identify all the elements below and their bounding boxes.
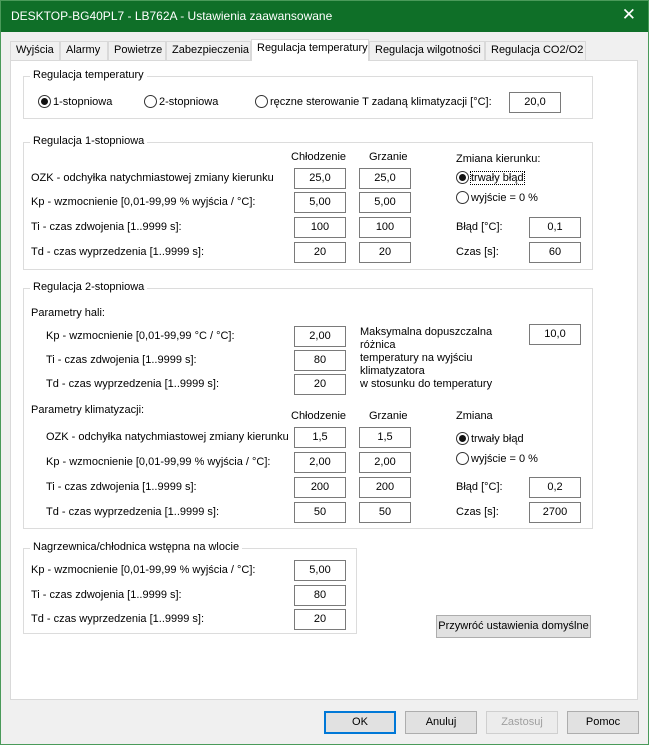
- cooling-column-header: Chłodzenie: [291, 151, 347, 163]
- kp-heating-input[interactable]: 5,00: [359, 192, 411, 213]
- hall-kp-label: Kp - wzmocnienie [0,01-99,99 °C / °C]:: [46, 330, 235, 342]
- ac-ti-label: Ti - czas zdwojenia [1..9999 s]:: [46, 481, 197, 493]
- preheater-group: [23, 541, 357, 634]
- error-input[interactable]: 0,1: [529, 217, 581, 238]
- pre-kp-label: Kp - wzmocnienie [0,01-99,99 % wyjścia / °C]:: [31, 564, 256, 576]
- tab-co2-o2-regulation[interactable]: Regulacja CO2/O2: [485, 41, 586, 60]
- pre-ti-input[interactable]: 80: [294, 585, 346, 606]
- two-stage-group: [23, 281, 593, 529]
- ac-radio-output-zero[interactable]: wyjście = 0 %: [456, 452, 538, 465]
- title-bar: [1, 1, 648, 32]
- window-title: DESKTOP-BG40PL7 - LB762A - Ustawienia zaawansowane: [11, 9, 333, 23]
- pre-td-input[interactable]: 20: [294, 609, 346, 630]
- manual-setpoint-input[interactable]: 20,0: [509, 92, 561, 113]
- ozk-cooling-input[interactable]: 25,0: [294, 168, 346, 189]
- group-title: Regulacja temperatury: [30, 69, 147, 81]
- hall-ti-input[interactable]: 80: [294, 350, 346, 371]
- apply-button[interactable]: Zastosuj: [486, 711, 558, 734]
- ac-td-cooling-input[interactable]: 50: [294, 502, 346, 523]
- td-cooling-input[interactable]: 20: [294, 242, 346, 263]
- ac-ozk-label: OZK - odchyłka natychmiastowej zmiany kierunku: [46, 431, 289, 443]
- radio-output-zero[interactable]: wyjście = 0 %: [456, 191, 538, 204]
- radio-empty-icon: [456, 452, 469, 465]
- kp-label: Kp - wzmocnienie [0,01-99,99 % wyjścia / °C]:: [31, 196, 256, 208]
- ac-ti-cooling-input[interactable]: 200: [294, 477, 346, 498]
- ac-params-title: Parametry klimatyzacji:: [31, 404, 145, 416]
- ac-cooling-column-header: Chłodzenie: [291, 410, 347, 422]
- hall-td-input[interactable]: 20: [294, 374, 346, 395]
- pre-ti-label: Ti - czas zdwojenia [1..9999 s]:: [31, 589, 182, 601]
- pre-td-label: Td - czas wyprzedzenia [1..9999 s]:: [31, 613, 205, 625]
- radio-2-stage[interactable]: 2-stopniowa: [144, 95, 218, 108]
- radio-selected-icon: [456, 171, 469, 184]
- radio-1-stage[interactable]: 1-stopniowa: [38, 95, 112, 108]
- direction-change-title: Zmiana kierunku:: [456, 153, 541, 165]
- time-label: Czas [s]:: [456, 246, 499, 258]
- hall-ti-label: Ti - czas zdwojenia [1..9999 s]:: [46, 354, 197, 366]
- ok-button[interactable]: OK: [324, 711, 396, 734]
- ac-error-input[interactable]: 0,2: [529, 477, 581, 498]
- tab-humidity-regulation[interactable]: Regulacja wilgotności: [369, 41, 485, 60]
- tab-air[interactable]: Powietrze: [108, 41, 166, 60]
- ac-heating-column-header: Grzanie: [369, 410, 408, 422]
- help-button[interactable]: Pomoc: [567, 711, 639, 734]
- radio-empty-icon: [456, 191, 469, 204]
- cancel-button[interactable]: Anuluj: [405, 711, 477, 734]
- ti-heating-input[interactable]: 100: [359, 217, 411, 238]
- ac-time-input[interactable]: 2700: [529, 502, 581, 523]
- max-difference-label: Maksymalna dopuszczalna różnica temperatury na wyjściu klimatyzatora w stosunku do temperatury: [360, 326, 493, 390]
- ac-td-heating-input[interactable]: 50: [359, 502, 411, 523]
- td-label: Td - czas wyprzedzenia [1..9999 s]:: [31, 246, 205, 258]
- ac-time-label: Czas [s]:: [456, 506, 499, 518]
- group-title: Regulacja 1-stopniowa: [30, 135, 147, 147]
- tab-alarms[interactable]: Alarmy: [60, 41, 108, 60]
- ac-error-label: Błąd [°C]:: [456, 481, 503, 493]
- ac-kp-label: Kp - wzmocnienie [0,01-99,99 % wyjścia / °C]:: [46, 456, 271, 468]
- close-icon[interactable]: ✕: [621, 5, 636, 24]
- pre-kp-input[interactable]: 5,00: [294, 560, 346, 581]
- group-title: Nagrzewnica/chłodnica wstępna na wlocie: [30, 541, 242, 553]
- ac-td-label: Td - czas wyprzedzenia [1..9999 s]:: [46, 506, 220, 518]
- td-heating-input[interactable]: 20: [359, 242, 411, 263]
- max-difference-input[interactable]: 10,0: [529, 324, 581, 345]
- single-stage-group: [23, 135, 593, 270]
- ozk-label: OZK - odchyłka natychmiastowej zmiany kierunku: [31, 172, 274, 184]
- heating-column-header: Grzanie: [369, 151, 408, 163]
- radio-selected-icon: [456, 432, 469, 445]
- radio-selected-icon: [38, 95, 51, 108]
- time-input[interactable]: 60: [529, 242, 581, 263]
- ac-kp-heating-input[interactable]: 2,00: [359, 452, 411, 473]
- tab-panel: [10, 60, 638, 700]
- temperature-regulation-group: [23, 69, 593, 119]
- radio-manual-control[interactable]: ręczne sterowanie T zadaną klimatyzacji [°C]:: [255, 95, 492, 108]
- radio-empty-icon: [255, 95, 268, 108]
- kp-cooling-input[interactable]: 5,00: [294, 192, 346, 213]
- hall-params-title: Parametry hali:: [31, 307, 105, 319]
- ac-ozk-heating-input[interactable]: 1,5: [359, 427, 411, 448]
- radio-empty-icon: [144, 95, 157, 108]
- ac-ozk-cooling-input[interactable]: 1,5: [294, 427, 346, 448]
- tab-outputs[interactable]: Wyjścia: [10, 41, 60, 60]
- hall-td-label: Td - czas wyprzedzenia [1..9999 s]:: [46, 378, 220, 390]
- ti-label: Ti - czas zdwojenia [1..9999 s]:: [31, 221, 182, 233]
- ac-radio-permanent-error[interactable]: trwały błąd: [456, 432, 524, 445]
- ozk-heating-input[interactable]: 25,0: [359, 168, 411, 189]
- tab-temperature-regulation[interactable]: Regulacja temperatury: [251, 39, 369, 61]
- ac-kp-cooling-input[interactable]: 2,00: [294, 452, 346, 473]
- hall-kp-input[interactable]: 2,00: [294, 326, 346, 347]
- ac-change-title: Zmiana: [456, 410, 493, 422]
- tab-protections[interactable]: Zabezpieczenia: [166, 41, 251, 60]
- error-label: Błąd [°C]:: [456, 221, 503, 233]
- group-title: Regulacja 2-stopniowa: [30, 281, 147, 293]
- radio-permanent-error[interactable]: trwały błąd: [456, 171, 524, 184]
- ti-cooling-input[interactable]: 100: [294, 217, 346, 238]
- ac-ti-heating-input[interactable]: 200: [359, 477, 411, 498]
- restore-defaults-button[interactable]: Przywróć ustawienia domyślne: [436, 615, 591, 638]
